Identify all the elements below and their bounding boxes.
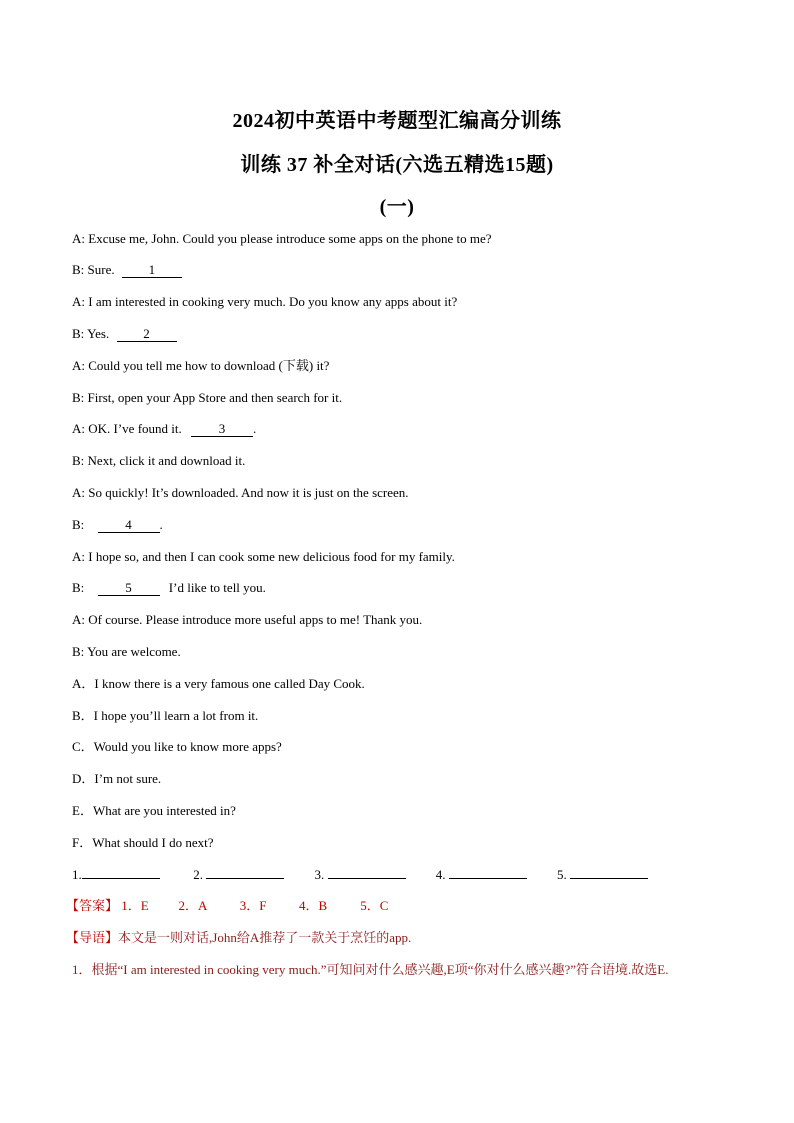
answer-blank[interactable]: 3 <box>191 422 253 437</box>
dialogue-line: B: You are welcome. <box>72 644 181 659</box>
option-a: A．I know there is a very famous one called Day Cook. <box>72 676 365 691</box>
dialogue-line: B: Sure. 1 <box>72 262 182 278</box>
option-b: B．I hope you’ll learn a lot from it. <box>72 708 259 723</box>
option-e: E．What are you interested in? <box>72 803 236 818</box>
dialogue-line: A: So quickly! It’s downloaded. And now it is just on the screen. <box>72 485 409 500</box>
dialogue-line: B: First, open your App Store and then search for it. <box>72 390 343 405</box>
guide-text: 【导语】本文是一则对话,John给A推荐了一款关于烹饪的app. <box>66 930 412 945</box>
page-subtitle: 训练 37 补全对话(六选五精选15题) <box>240 154 554 176</box>
dialogue-line: B: 5 I’d like to tell you. <box>72 580 266 595</box>
dialogue-line: B: Yes. 2 <box>72 326 177 342</box>
dialogue-line: B: Next, click it and download it. <box>72 453 246 468</box>
section-number: (一) <box>379 196 415 218</box>
dialogue-line: A: I am interested in cooking very much. Do you know any apps about it? <box>72 294 458 309</box>
explanation-text: 1．根据“I am interested in cooking very much.”可知问对什么感兴趣,E项“你对什么感兴趣?”符合语境.故选E. <box>72 962 669 977</box>
page-title: 2024初中英语中考题型汇编高分训练 <box>232 110 562 132</box>
dialogue-line: A: OK. I’ve found it. 3 . <box>72 421 257 436</box>
answer-blank-row: 1. 2. 3. 4. 5. <box>72 867 657 883</box>
option-c: C．Would you like to know more apps? <box>72 739 282 754</box>
dialogue-line: A: Could you tell me how to download (下载) it? <box>72 358 330 373</box>
answer-input-3[interactable] <box>328 878 406 879</box>
option-d: D．I’m not sure. <box>72 771 162 786</box>
dialogue-line: A: Excuse me, John. Could you please introduce some apps on the phone to me? <box>72 231 492 246</box>
answer-blank[interactable]: 1 <box>122 263 182 278</box>
guide-tag: 【导语】 <box>66 930 119 945</box>
dialogue-line: B: 4 . <box>72 517 163 532</box>
answer-input-1[interactable] <box>82 878 160 879</box>
answer-input-2[interactable] <box>206 878 284 879</box>
dialogue-line: A: Of course. Please introduce more useful apps to me! Thank you. <box>72 612 423 627</box>
answer-input-5[interactable] <box>570 878 648 879</box>
answer-tag: 【答案】 <box>66 898 119 913</box>
option-f: F．What should I do next? <box>72 835 214 850</box>
answer-blank[interactable]: 4 <box>98 518 160 533</box>
answer-blank[interactable]: 5 <box>98 581 160 596</box>
answer-blank[interactable]: 2 <box>117 327 177 342</box>
answer-input-4[interactable] <box>449 878 527 879</box>
dialogue-line: A: I hope so, and then I can cook some new delicious food for my family. <box>72 549 455 564</box>
answer-key: 【答案】 1．E 2．A 3．F 4．B 5．C <box>66 898 389 913</box>
